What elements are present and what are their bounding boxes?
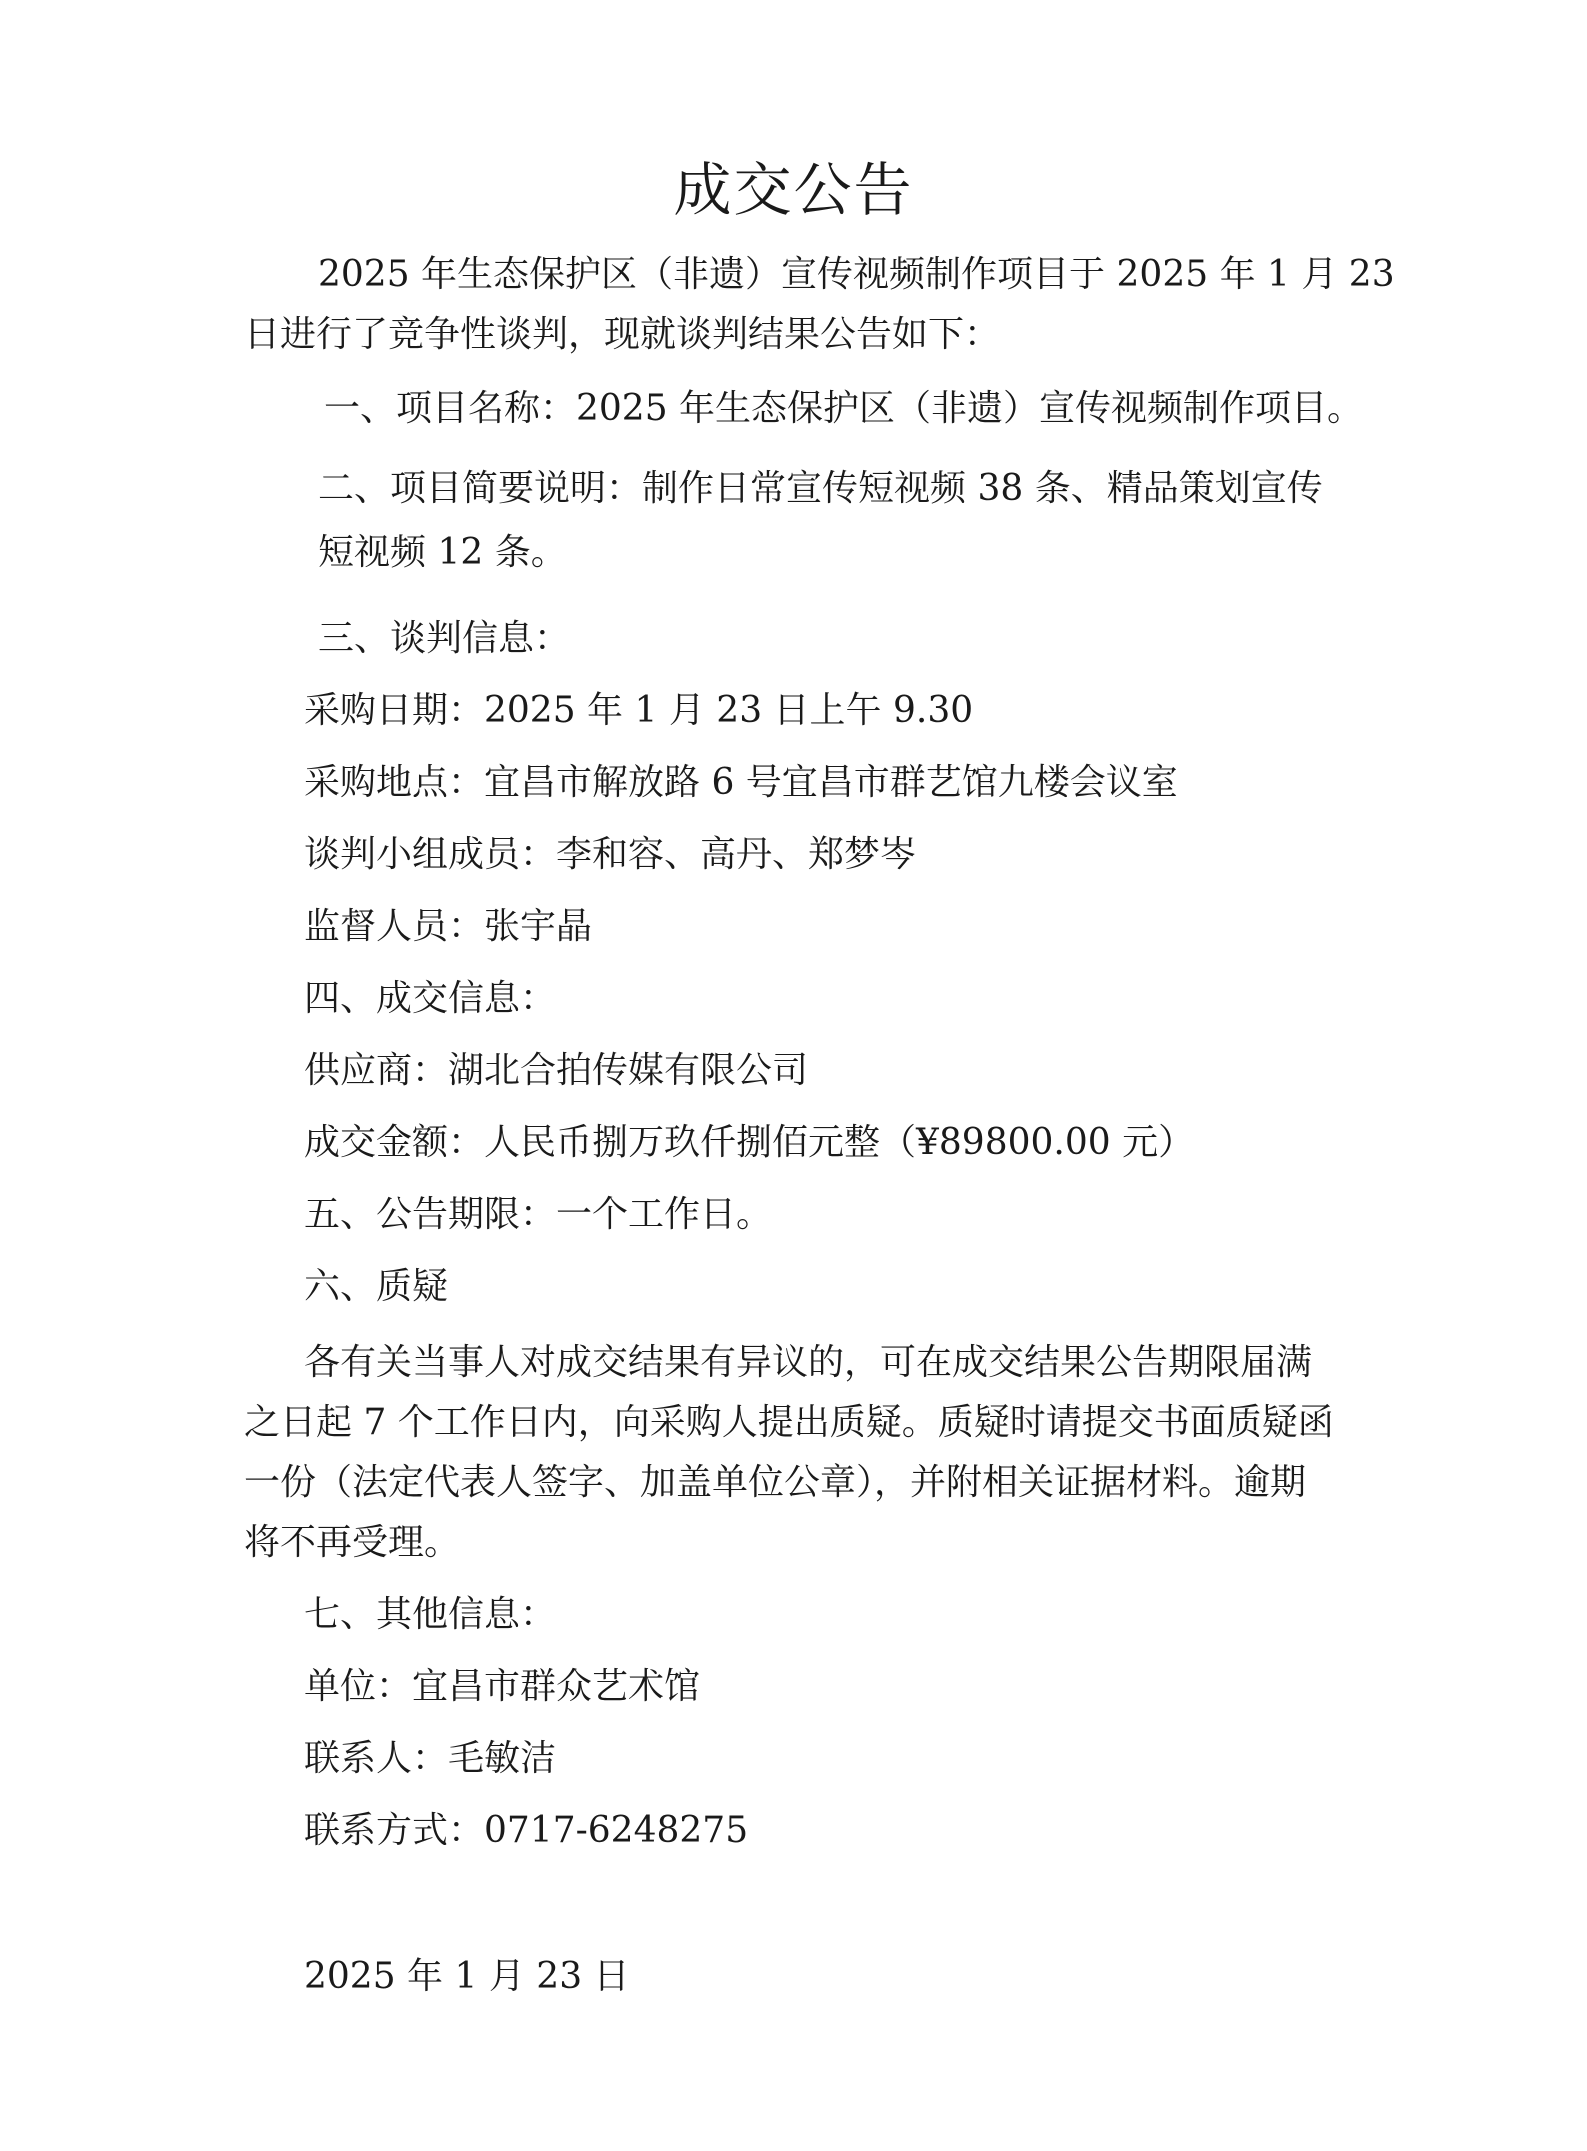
supplier: 供应商：湖北合拍传媒有限公司 — [304, 1050, 809, 1091]
objection-line-2: 之日起 7 个工作日内，向采购人提出质疑。质疑时请提交书面质疑函 — [244, 1402, 1334, 1443]
contact-phone: 联系方式：0717-6248275 — [304, 1810, 749, 1851]
procurement-location: 采购地点：宜昌市解放路 6 号宜昌市群艺馆九楼会议室 — [304, 762, 1178, 803]
project-summary-line-2: 短视频 12 条。 — [318, 532, 567, 573]
supervisor: 监督人员：张宇晶 — [304, 906, 593, 947]
intro-line-2: 日进行了竞争性谈判，现就谈判结果公告如下： — [244, 314, 1001, 355]
unit: 单位：宜昌市群众艺术馆 — [304, 1666, 701, 1707]
objection-line-1: 各有关当事人对成交结果有异议的，可在成交结果公告期限届满 — [304, 1342, 1313, 1383]
objection-heading: 六、质疑 — [304, 1266, 449, 1307]
objection-line-3: 一份（法定代表人签字、加盖单位公章），并附相关证据材料。逾期 — [244, 1462, 1307, 1503]
intro-line-1: 2025 年生态保护区（非遗）宣传视频制作项目于 2025 年 1 月 23 — [318, 254, 1395, 295]
project-name: 一、项目名称：2025 年生态保护区（非遗）宣传视频制作项目。 — [324, 388, 1364, 429]
negotiation-heading: 三、谈判信息： — [318, 618, 571, 659]
project-summary-line-1: 二、项目简要说明：制作日常宣传短视频 38 条、精品策划宣传 — [318, 468, 1323, 509]
negotiation-members: 谈判小组成员：李和容、高丹、郑梦岑 — [304, 834, 917, 875]
deal-heading: 四、成交信息： — [304, 978, 557, 1019]
objection-line-4: 将不再受理。 — [244, 1522, 461, 1563]
other-info-heading: 七、其他信息： — [304, 1594, 557, 1635]
footer-date: 2025 年 1 月 23 日 — [304, 1956, 630, 1997]
announcement-period: 五、公告期限：一个工作日。 — [304, 1194, 773, 1235]
deal-amount: 成交金额：人民币捌万玖仟捌佰元整（¥89800.00 元） — [304, 1122, 1195, 1163]
contact-person: 联系人：毛敏洁 — [304, 1738, 557, 1779]
procurement-date: 采购日期：2025 年 1 月 23 日上午 9.30 — [304, 690, 974, 731]
page-title: 成交公告 — [673, 156, 914, 224]
